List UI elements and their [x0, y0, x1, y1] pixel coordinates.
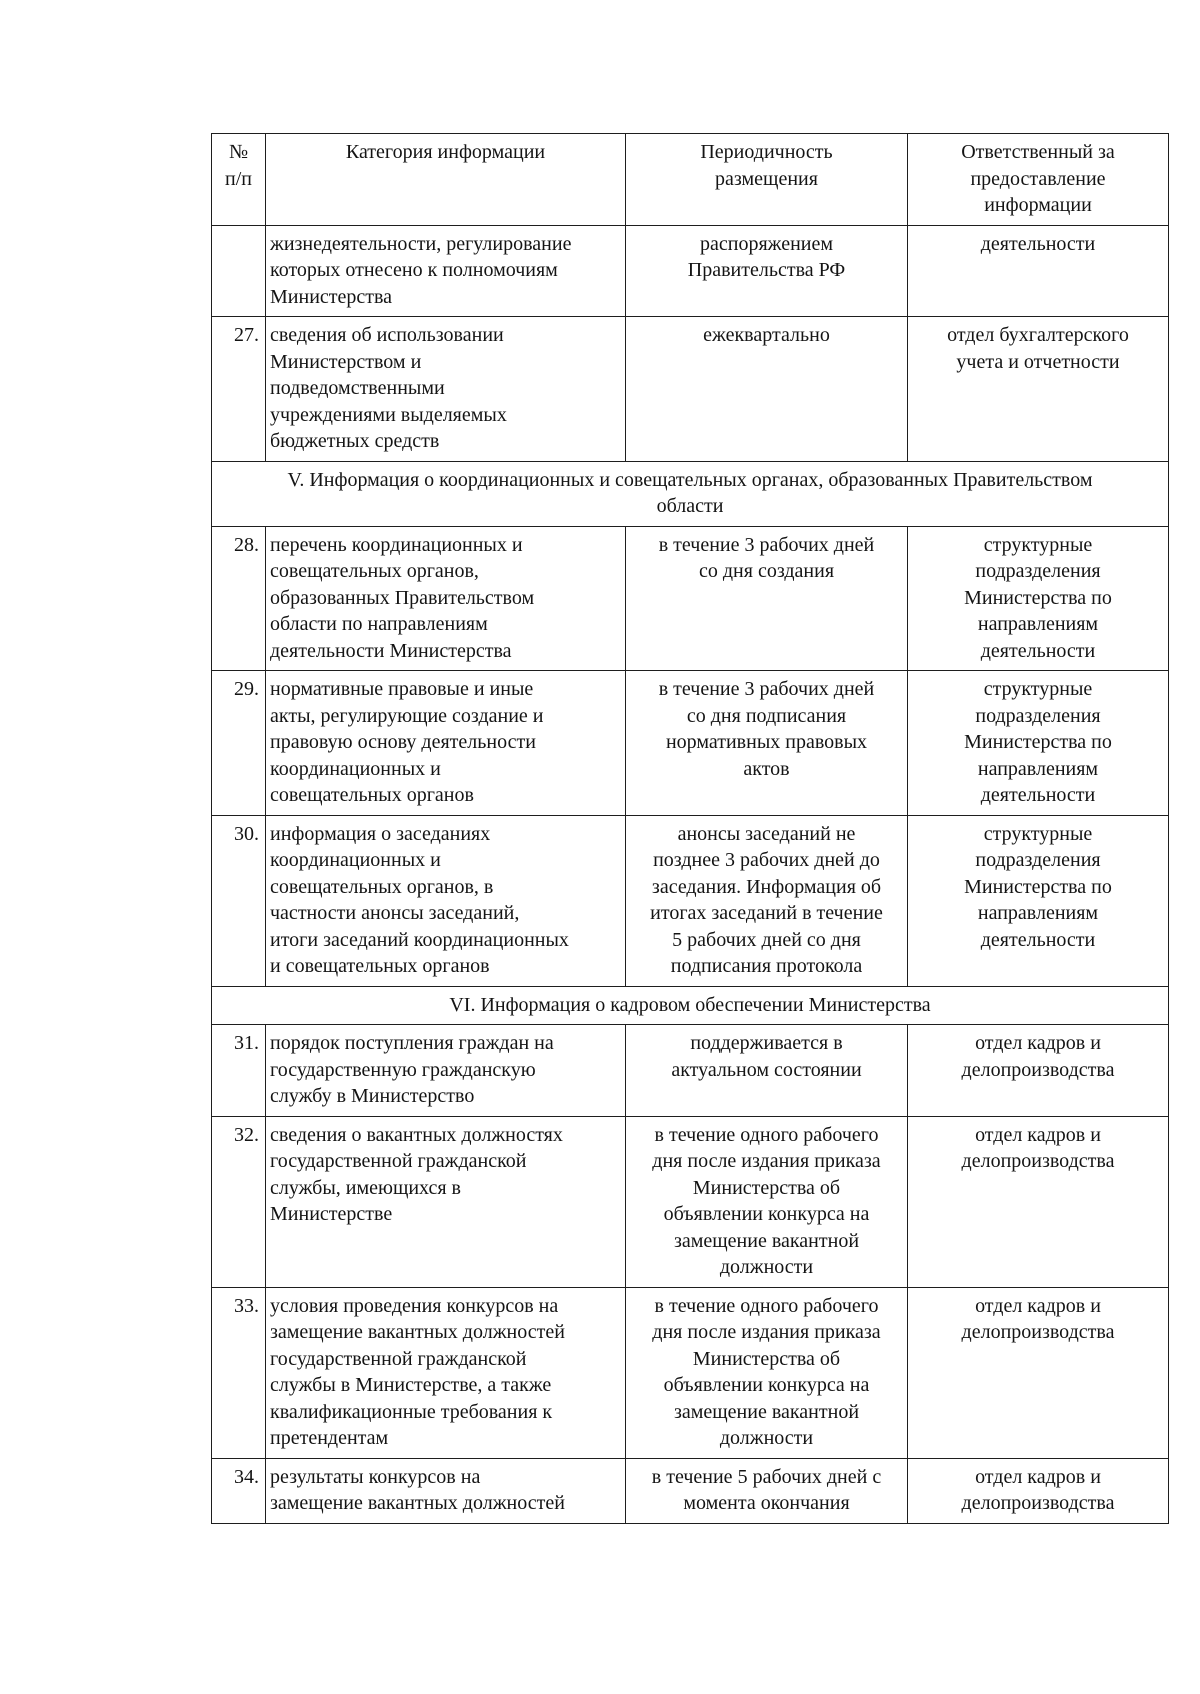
row-responsible: отдел кадров и делопроизводства [908, 1116, 1169, 1287]
row-responsible: структурные подразделения Министерства по направлениям деятельности [908, 526, 1169, 671]
row-periodicity: в течение 5 рабочих дней с момента окончания [626, 1458, 908, 1523]
row-category: нормативные правовые и иные акты, регулирующие создание и правовую основу деятельности координационных и совещательных органов [266, 671, 626, 816]
section-heading-v: V. Информация о координационных и совещательных органах, образованных Правительством области [212, 461, 1169, 526]
row-category: результаты конкурсов на замещение вакантных должностей [266, 1458, 626, 1523]
table-row [212, 1025, 1169, 1117]
row-category: сведения об использовании Министерством и подведомственными учреждениями выделяемых бюджетных средств [266, 317, 626, 462]
row-num: 34. [212, 1458, 266, 1523]
section-row [212, 461, 1169, 526]
row-periodicity: в течение одного рабочего дня после издания приказа Министерства об объявлении конкурса на замещение вакантной должности [626, 1116, 908, 1287]
row-responsible: деятельности [908, 225, 1169, 317]
header-periodicity: Периодичность размещения [626, 134, 908, 226]
header-responsible: Ответственный за предоставление информации [908, 134, 1169, 226]
row-num: 28. [212, 526, 266, 671]
row-num: 33. [212, 1287, 266, 1458]
row-num: 27. [212, 317, 266, 462]
row-periodicity: поддерживается в актуальном состоянии [626, 1025, 908, 1117]
row-periodicity: анонсы заседаний не позднее 3 рабочих дней до заседания. Информация об итогах заседаний в течение 5 рабочих дней со дня подписания протокола [626, 815, 908, 986]
table-row [212, 671, 1169, 816]
row-periodicity: ежеквартально [626, 317, 908, 462]
row-responsible: отдел бухгалтерского учета и отчетности [908, 317, 1169, 462]
row-periodicity: в течение 3 рабочих дней со дня создания [626, 526, 908, 671]
row-category: перечень координационных и совещательных органов, образованных Правительством области по направлениям деятельности Министерства [266, 526, 626, 671]
table-row [212, 526, 1169, 671]
table-row [212, 1116, 1169, 1287]
row-category: условия проведения конкурсов на замещение вакантных должностей государственной гражданской службы в Министерстве, а также квалификационные требования к претендентам [266, 1287, 626, 1458]
information-table [211, 133, 1169, 1524]
row-periodicity: распоряжением Правительства РФ [626, 225, 908, 317]
row-periodicity: в течение одного рабочего дня после издания приказа Министерства об объявлении конкурса на замещение вакантной должности [626, 1287, 908, 1458]
row-category: сведения о вакантных должностях государственной гражданской службы, имеющихся в Министерстве [266, 1116, 626, 1287]
table-row [212, 815, 1169, 986]
table-row [212, 1458, 1169, 1523]
row-num: 32. [212, 1116, 266, 1287]
table-header-row [212, 134, 1169, 226]
row-responsible: отдел кадров и делопроизводства [908, 1025, 1169, 1117]
header-num: № п/п [212, 134, 266, 226]
row-num: 29. [212, 671, 266, 816]
table-row [212, 1287, 1169, 1458]
row-category: информация о заседаниях координационных и совещательных органов, в частности анонсы заседаний, итоги заседаний координационных и совещательных органов [266, 815, 626, 986]
row-num: 31. [212, 1025, 266, 1117]
section-heading-vi: VI. Информация о кадровом обеспечении Министерства [212, 986, 1169, 1025]
row-responsible: структурные подразделения Министерства по направлениям деятельности [908, 815, 1169, 986]
header-category: Категория информации [266, 134, 626, 226]
row-periodicity: в течение 3 рабочих дней со дня подписания нормативных правовых актов [626, 671, 908, 816]
row-category: порядок поступления граждан на государственную гражданскую службу в Министерство [266, 1025, 626, 1117]
row-num [212, 225, 266, 317]
section-row [212, 986, 1169, 1025]
row-responsible: структурные подразделения Министерства по направлениям деятельности [908, 671, 1169, 816]
row-num: 30. [212, 815, 266, 986]
table-row [212, 225, 1169, 317]
row-responsible: отдел кадров и делопроизводства [908, 1458, 1169, 1523]
table-row [212, 317, 1169, 462]
row-responsible: отдел кадров и делопроизводства [908, 1287, 1169, 1458]
row-category: жизнедеятельности, регулирование которых отнесено к полномочиям Министерства [266, 225, 626, 317]
